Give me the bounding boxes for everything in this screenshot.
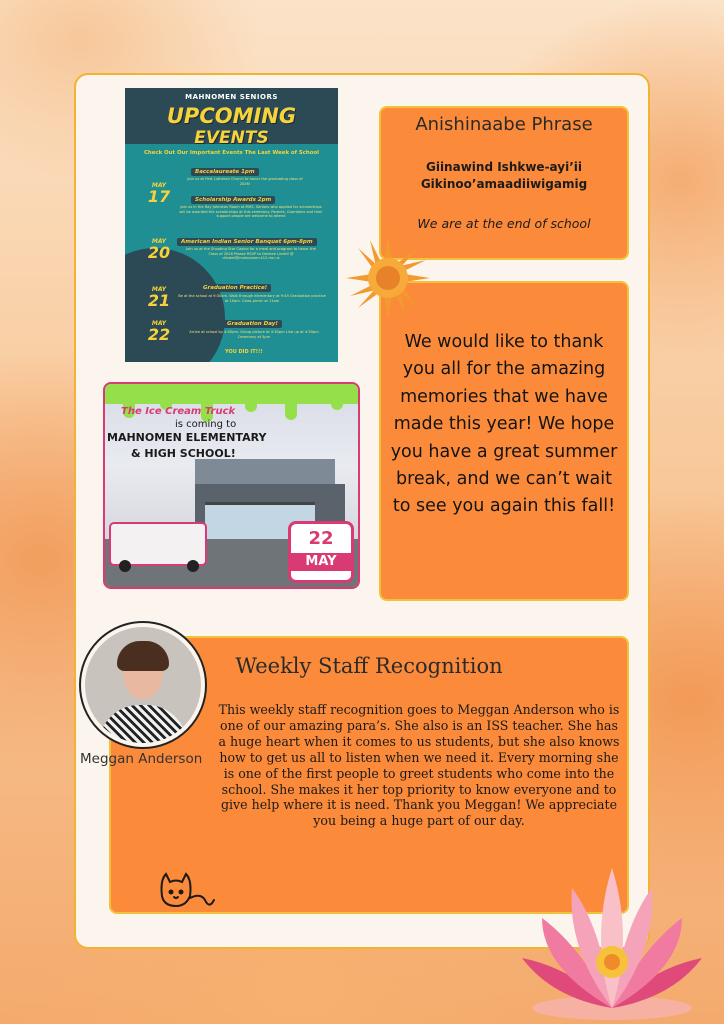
phrase-line1: Giinawind Ishkwe-ayi’ii — [425, 160, 582, 174]
event-date: MAY 22 — [147, 320, 171, 344]
ice-cream-line4: & HIGH SCHOOL! — [131, 447, 236, 460]
poster-subtitle: Check Out Our Important Events The Last Week of School — [143, 150, 320, 156]
upcoming-events-poster — [125, 88, 338, 362]
phrase-title: Anishinaabe Phrase — [415, 114, 593, 135]
event-details: Join us in the Ray Johnston Room at MHS. Seniors who applied for scholarships will be awarded the scholarships at this ceremony. Parents, Guardians and their support people are welcome to attend — [179, 205, 323, 219]
poster-header: MAHNOMEN SENIORS — [185, 93, 278, 101]
poster-title-line2: EVENTS — [194, 128, 269, 148]
event-details: Join us at the Shooting Star Casino for a meal and program to honor the Class of 2026 Please RSVP to Desiree Lindell @ dlindell@mahnomen.k12.mn.us — [186, 247, 316, 261]
cat-icon — [156, 866, 218, 910]
calendar-day: 22 — [308, 528, 334, 549]
event-date: MAY 21 — [147, 286, 171, 310]
event-details: Arrive at school by 4:00pm. Group picture at 4:30pm Line up at 4:50pm Ceremony at 5pm — [189, 330, 319, 339]
poster-title-line1: UPCOMING — [166, 104, 297, 128]
ice-cream-line1: The Ice Cream Truck — [121, 406, 236, 417]
recognition-body: This weekly staff recognition goes to Meggan Anderson who is one of our amazing para’s. She also is an ISS teacher. She has a huge heart when it comes to us students, but she also knows how to get us all to listen when we need it. Every morning she is one of the first people to greet students who come into the school. She makes it her top priority to know everyone and to give help where it is need. Thank you Meggan! We appreciate you being a huge part of our day. — [218, 702, 620, 829]
event-name: American Indian Senior Banquet 6pm-8pm — [177, 238, 317, 246]
event-name: Graduation Practice! — [199, 284, 271, 292]
calendar-icon — [288, 521, 354, 583]
event-details: Be at the school at 9:30am. Walk through elementary at 9:45 Graduation practice at 10am. Class picnic at 11am — [178, 294, 326, 303]
ice-cream-line2: is coming to — [175, 419, 237, 430]
event-name: Baccalaureate 1pm — [191, 168, 259, 176]
sun-icon — [342, 232, 434, 324]
event-date: MAY 20 — [147, 238, 171, 262]
phrase-translation: We are at the end of school — [417, 216, 591, 231]
lotus-flower-icon — [512, 858, 712, 1024]
poster-closing: YOU DID IT!!! — [225, 349, 263, 355]
ice-cream-truck-poster — [103, 382, 360, 589]
staff-photo — [79, 621, 207, 749]
thank-you-message: We would like to thank you all for the amazing memories that we have made this year! We hope you have a great summer break, and we can’t wait to see you again this fall! — [390, 332, 618, 517]
event-name: Graduation Day! — [223, 320, 282, 328]
ice-cream-line3: MAHNOMEN ELEMENTARY — [107, 431, 267, 444]
event-date: MAY 17 — [147, 182, 171, 206]
thank-you-box — [379, 281, 629, 601]
recognition-title: Weekly Staff Recognition — [235, 654, 503, 678]
calendar-month: MAY — [291, 553, 351, 571]
staff-photo-caption: Meggan Anderson — [80, 751, 203, 767]
event-details: Join us at First Lutheran Church to honor the graduating class of 2026! — [187, 177, 303, 186]
event-name: Scholarship Awards 2pm — [191, 196, 275, 204]
phrase-line2: Gikinoo’amaadiiwigamig — [420, 177, 588, 191]
